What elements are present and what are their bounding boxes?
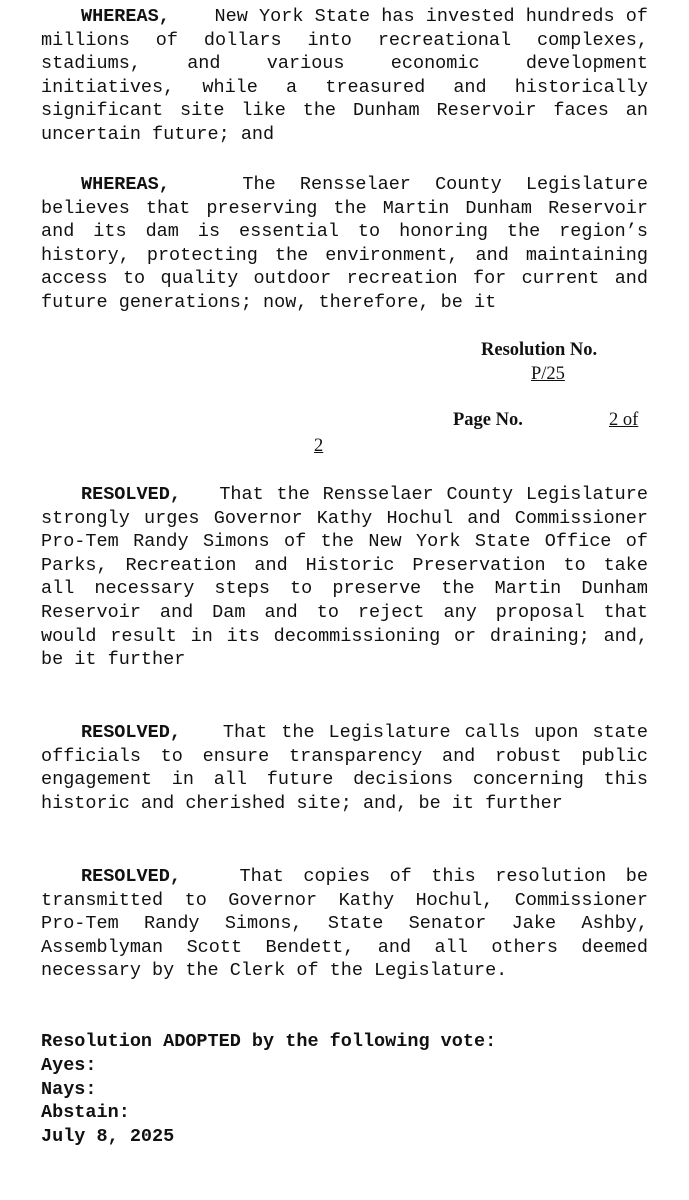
- paragraph-text: The Rensselaer County Legislature believes that preserving the Martin Dunham Reservoir and its dam is essential to honoring the region’s history, protecting the environment, and maintaining access to quality outdoor recreation for current and future generations; now, therefore, be it: [41, 174, 648, 313]
- page-number-current: 2 of: [609, 410, 639, 430]
- vote-abstain: Abstain:: [41, 1102, 130, 1123]
- paragraph-text: That copies of this resolution be transmitted to Governor Kathy Hochul, Commissioner Pro-Tem Randy Simons, State Senator Jake Ashby, Assemblyman Scott Bendett, and all others deemed necessary by the Clerk of the Legislature.: [41, 866, 648, 982]
- paragraph-label: RESOLVED,: [81, 484, 181, 505]
- paragraph-label: RESOLVED,: [81, 866, 181, 887]
- paragraph-text: New York State has invested hundreds of millions of dollars into recreational complexes, stadiums, and various economic development initiatives, while a treasured and historically significant site like the Dunham Reservoir faces an uncertain future; and: [41, 6, 648, 145]
- paragraph-label: WHEREAS,: [81, 6, 170, 27]
- page-number-total: 2: [314, 436, 324, 456]
- page-number-label: Page No.: [453, 410, 523, 430]
- vote-nays: Nays:: [41, 1079, 97, 1100]
- resolved-paragraph-1: [41, 483, 648, 672]
- resolved-paragraph-2: [41, 721, 648, 815]
- paragraph-label: WHEREAS,: [81, 174, 170, 195]
- vote-date: July 8, 2025: [41, 1126, 175, 1147]
- vote-ayes: Ayes:: [41, 1055, 97, 1076]
- vote-heading: Resolution ADOPTED by the following vote:: [41, 1031, 497, 1052]
- whereas-paragraph-1: [41, 5, 648, 147]
- whereas-paragraph-2: [41, 173, 648, 315]
- paragraph-text: That the Legislature calls upon state officials to ensure transparency and robust public engagement in all future decisions concerning this historic and cherished site; and, be it further: [41, 722, 648, 814]
- resolution-number-label: Resolution No.: [481, 340, 598, 360]
- resolution-number: P/25: [531, 364, 565, 384]
- resolved-paragraph-3: [41, 865, 648, 983]
- paragraph-label: RESOLVED,: [81, 722, 181, 743]
- paragraph-text: That the Rensselaer County Legislature strongly urges Governor Kathy Hochul and Commissioner Pro-Tem Randy Simons of the New York State Office of Parks, Recreation and Historic Preservation to take all necessary steps to preserve the Martin Dunham Reservoir and Dam and to reject any proposal that would result in its decommissioning or draining; and, be it further: [41, 484, 648, 671]
